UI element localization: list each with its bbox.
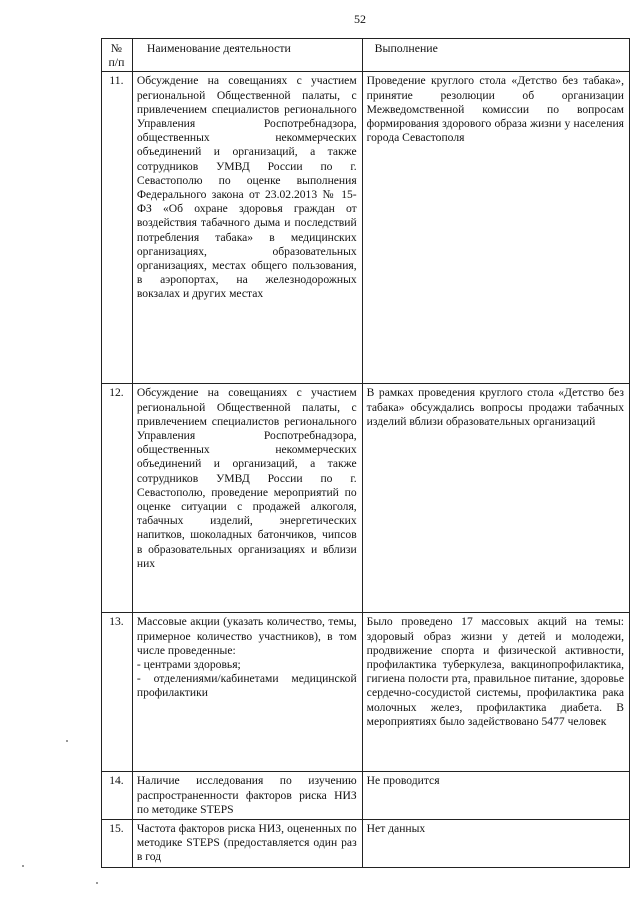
table-row <box>102 384 630 613</box>
row-num: 11. <box>102 72 133 384</box>
row-num: 14. <box>102 772 133 820</box>
header-num: № п/п <box>102 39 133 72</box>
activity-table <box>101 38 630 868</box>
row-activity: Обсуждение на совещаниях с участием региональной Общественной палаты, с привлечением специалистов регионального Управления Роспотребнадзора, общественных некоммерческих объединений и организаций, а также сотрудников УМВД России по г. Севастополю, проведение мероприятий по оценке ситуации с продажей алкоголя, табачных изделий, энергетических напитков, шоколадных батончиков, чипсов в образовательных организациях и вблизи них <box>132 384 362 613</box>
page-number: 52 <box>354 12 366 26</box>
scan-speck <box>22 865 24 867</box>
row-result: В рамках проведения круглого стола «Детство без табака» обсуждались вопросы продажи табачных изделий вблизи образовательных организаций <box>362 384 629 613</box>
row-num: 12. <box>102 384 133 613</box>
row-result: Было проведено 17 массовых акций на темы: здоровый образ жизни у детей и молодежи, продвижение спорта и физической активности, профилактика туберкулеза, вакцинопрофилактика, гигиена полости рта, правильное питание, здоровье сердечно-сосудистой системы, профилактика рака молочных желез, профилактика диабета. В мероприятиях было задействовано 5477 человек <box>362 613 629 772</box>
table-row <box>102 820 630 868</box>
row-activity: Частота факторов риска НИЗ, оцененных по методике STEPS (предоставляется один раз в год <box>132 820 362 868</box>
row-result: Не проводится <box>362 772 629 820</box>
row-activity: Наличие исследования по изучению распространенности факторов риска НИЗ по методике STEPS <box>132 772 362 820</box>
row-result: Нет данных <box>362 820 629 868</box>
header-result: Выполнение <box>362 39 629 72</box>
header-name: Наименование деятельности <box>132 39 362 72</box>
scan-speck <box>96 882 98 884</box>
table-row <box>102 772 630 820</box>
row-activity: Обсуждение на совещаниях с участием региональной Общественной палаты, с привлечением специалистов регионального Управления Роспотребнадзора, общественных некоммерческих объединений и организаций, а также сотрудников УМВД России по г. Севастополю по оценке выполнения Федерального закона от 23.02.2013 № 15-ФЗ «Об охране здоровья граждан от воздействия табачного дыма и последствий потребления табака» в медицинских организациях, образовательных организациях, местах общего пользования, в аэропортах, на железнодорожных вокзалах и других местах <box>132 72 362 384</box>
row-num: 13. <box>102 613 133 772</box>
table-row <box>102 613 630 772</box>
row-activity: Массовые акции (указать количество, темы, примерное количество участников), в том числе проведенные: - центрами здоровья; - отделениями/кабинетами медицинской профилактики <box>132 613 362 772</box>
table-header-row <box>102 39 630 72</box>
scan-speck <box>66 740 68 742</box>
table-row <box>102 72 630 384</box>
row-result: Проведение круглого стола «Детство без табака», принятие резолюции об организации Межведомственной комиссии по вопросам формирования здорового образа жизни у населения города Севастополя <box>362 72 629 384</box>
row-num: 15. <box>102 820 133 868</box>
